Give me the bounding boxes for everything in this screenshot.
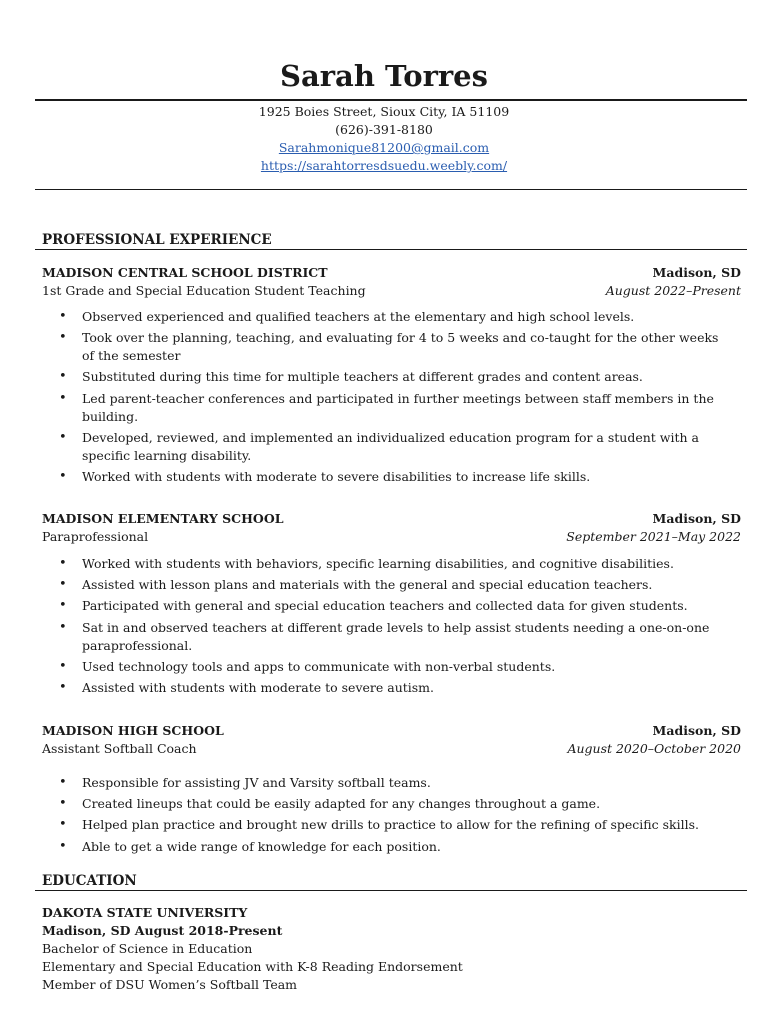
job-role: Paraprofessional (42, 529, 149, 544)
list-item: • Participated with general and special education teachers and collected data for given students. (42, 597, 722, 615)
list-item: • Helped plan practice and brought new drills to practice to allow for the refining of specific skills. (42, 816, 722, 834)
education-major: Elementary and Special Education with K-8 Reading Endorsement (42, 959, 463, 974)
list-item: • Sat in and observed teachers at different grade levels to help assist students needing a one-on-one paraprofessional. (42, 619, 722, 655)
job-dates: August 2020–October 2020 (567, 741, 741, 756)
contact-block (0, 103, 768, 175)
education-activity: Member of DSU Women’s Softball Team (42, 977, 298, 992)
job-subheader (42, 740, 741, 758)
job-dates: September 2021–May 2022 (566, 529, 741, 544)
education-degree: Bachelor of Science in Education (42, 941, 253, 956)
list-item: • Responsible for assisting JV and Varsity softball teams. (42, 774, 722, 792)
list-item: • Substituted during this time for multiple teachers at different grades and content areas. (42, 368, 722, 386)
job-location: Madison, SD (652, 265, 741, 280)
section-heading-education: EDUCATION (35, 873, 747, 891)
section-heading-experience: PROFESSIONAL EXPERIENCE (35, 232, 747, 250)
job-header (42, 264, 741, 282)
job-role: 1st Grade and Special Education Student Teaching (42, 283, 366, 298)
job-subheader (42, 282, 741, 300)
candidate-name: Sarah Torres (280, 59, 488, 93)
job-entry (42, 264, 741, 489)
list-item: • Worked with students with behaviors, specific learning disabilities, and cognitive disabilities. (42, 555, 722, 573)
job-role: Assistant Softball Coach (42, 741, 197, 756)
job-organization: MADISON CENTRAL SCHOOL DISTRICT (42, 265, 328, 280)
list-item: • Created lineups that could be easily adapted for any changes throughout a game. (42, 795, 722, 813)
job-entry (42, 510, 741, 700)
job-header (42, 510, 741, 528)
education-school: DAKOTA STATE UNIVERSITY (42, 905, 248, 920)
job-bullet-list (42, 774, 741, 856)
list-item: • Used technology tools and apps to communicate with non-verbal students. (42, 658, 722, 676)
job-entry (42, 722, 741, 859)
phone: (626)-391-8180 (335, 122, 433, 137)
job-organization: MADISON HIGH SCHOOL (42, 723, 224, 738)
list-item: • Observed experienced and qualified teachers at the elementary and high school levels. (42, 308, 722, 326)
address: 1925 Boies Street, Sioux City, IA 51109 (258, 104, 510, 119)
header-divider (35, 99, 747, 101)
list-item: • Assisted with lesson plans and materials with the general and special education teachers. (42, 576, 722, 594)
job-bullet-list (42, 308, 741, 486)
list-item: • Took over the planning, teaching, and evaluating for 4 to 5 weeks and co-taught for the other weeks of the semester (42, 329, 722, 365)
website-link[interactable]: https://sarahtorresdsuedu.weebly.com/ (260, 158, 508, 173)
email-link[interactable]: Sarahmonique81200@gmail.com (278, 140, 490, 155)
job-subheader (42, 528, 741, 546)
list-item: • Led parent-teacher conferences and participated in further meetings between staff members in the building. (42, 390, 722, 426)
list-item: • Developed, reviewed, and implemented an individualized education program for a student with a specific learning disability. (42, 429, 722, 465)
list-item: • Assisted with students with moderate to severe autism. (42, 679, 722, 697)
job-location: Madison, SD (652, 723, 741, 738)
contact-divider (35, 189, 747, 190)
job-bullet-list (42, 555, 741, 697)
list-item: • Worked with students with moderate to severe disabilities to increase life skills. (42, 468, 722, 486)
job-location: Madison, SD (652, 511, 741, 526)
job-organization: MADISON ELEMENTARY SCHOOL (42, 511, 284, 526)
education-entry (42, 904, 741, 994)
education-location-dates: Madison, SD August 2018-Present (42, 923, 283, 938)
job-header (42, 722, 741, 740)
job-dates: August 2022–Present (605, 283, 741, 298)
list-item: • Able to get a wide range of knowledge for each position. (42, 838, 722, 856)
